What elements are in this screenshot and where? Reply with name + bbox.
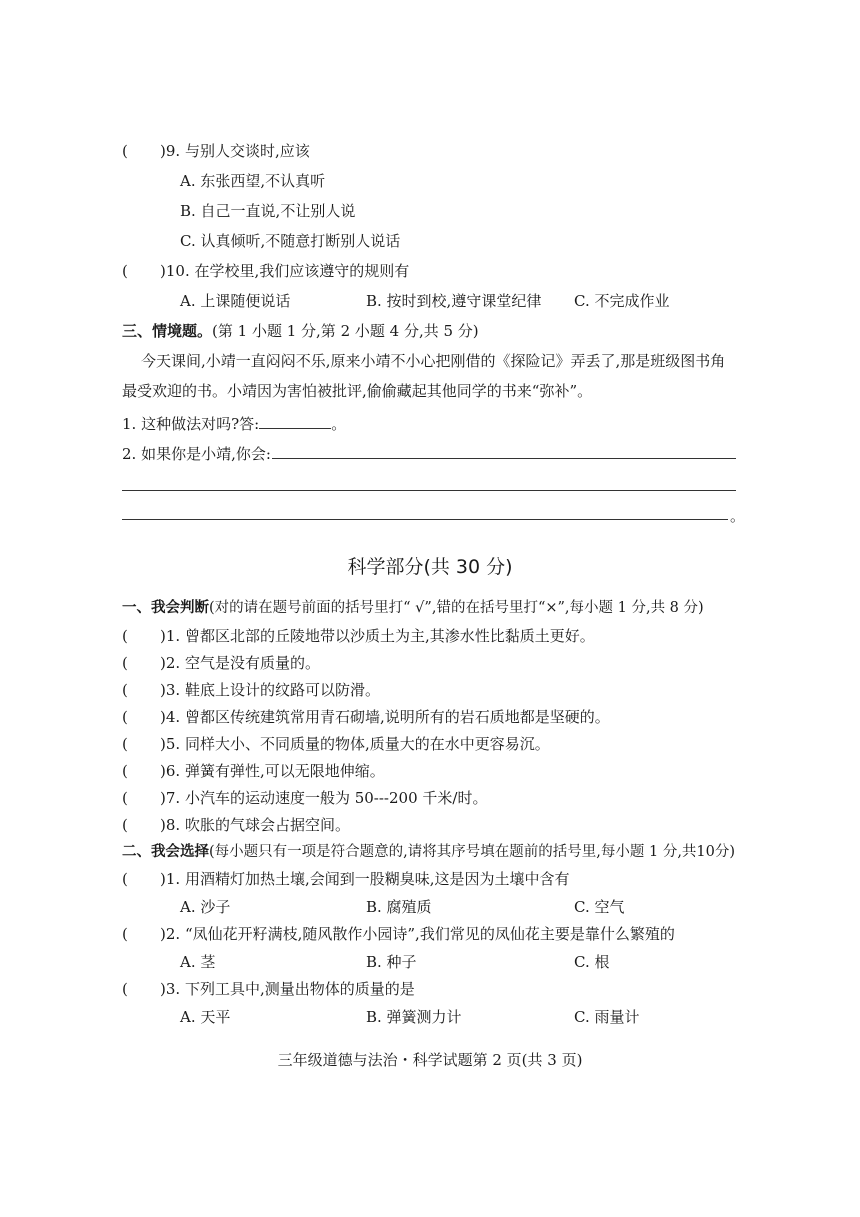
end-mark: 。 xyxy=(730,507,746,525)
option-c: C. 空气 xyxy=(574,898,625,916)
situation-q2: 2. 如果你是小靖,你会: xyxy=(122,445,271,463)
option-c: C. 雨量计 xyxy=(574,1008,640,1026)
section-heading: 一、我会判断(对的请在题号前面的括号里打“ √”,错的在括号里打“×”,每小题 1 分,共 8 分) xyxy=(122,599,704,616)
option-c: C. 不完成作业 xyxy=(574,292,670,310)
answer-paren: ( xyxy=(122,262,128,280)
answer-paren: ( xyxy=(122,142,128,160)
option-a: A. 沙子 xyxy=(180,898,231,916)
choice-question-1: ( )1. 用酒精灯加热土壤,会闻到一股糊臭味,这是因为土壤中含有 xyxy=(122,870,570,888)
question-stem: 9. 与别人交谈时,应该 xyxy=(165,142,310,160)
option-a: A. 东张西望,不认真听 xyxy=(180,172,326,190)
option-b: B. 按时到校,遵守课堂纪律 xyxy=(366,292,542,310)
section-heading: 三、情境题。(第 1 小题 1 分,第 2 小题 4 分,共 5 分) xyxy=(122,322,479,340)
option-c: C. 认真倾听,不随意打断别人说话 xyxy=(180,232,401,250)
judge-item-6: ( )6. 弹簧有弹性,可以无限地伸缩。 xyxy=(122,762,385,780)
situation-q1: 1. 这种做法对吗?答: 。 xyxy=(122,415,347,433)
option-c: C. 根 xyxy=(574,953,610,971)
judge-item-3: ( )3. 鞋底上设计的纹路可以防滑。 xyxy=(122,681,380,699)
option-b: B. 自己一直说,不让别人说 xyxy=(180,202,356,220)
judge-item-2: ( )2. 空气是没有质量的。 xyxy=(122,654,320,672)
question-10: ( )10. 在学校里,我们应该遵守的规则有 xyxy=(122,262,410,280)
option-b: B. 弹簧测力计 xyxy=(366,1008,462,1026)
judge-item-7: ( )7. 小汽车的运动速度一般为 50---200 千米/时。 xyxy=(122,789,488,807)
choice-question-2: ( )2. “凤仙花开籽满枝,随风散作小园诗”,我们常见的凤仙花主要是靠什么繁殖的 xyxy=(122,925,675,943)
answer-blank[interactable] xyxy=(259,414,331,429)
answer-line[interactable] xyxy=(122,519,728,520)
judge-item-4: ( )4. 曾都区传统建筑常用青石砌墙,说明所有的岩石质地都是坚硬的。 xyxy=(122,708,610,726)
page-footer: 三年级道德与法治・科学试题第 2 页(共 3 页) xyxy=(277,1051,583,1069)
science-title: 科学部分(共 30 分) xyxy=(347,556,513,578)
judge-item-1: ( )1. 曾都区北部的丘陵地带以沙质土为主,其渗水性比黏质土更好。 xyxy=(122,627,595,645)
judge-item-5: ( )5. 同样大小、不同质量的物体,质量大的在水中更容易沉。 xyxy=(122,735,550,753)
answer-line[interactable] xyxy=(122,490,736,491)
option-a: A. 天平 xyxy=(180,1008,231,1026)
option-b: B. 种子 xyxy=(366,953,417,971)
option-a: A. 上课随便说话 xyxy=(180,292,291,310)
passage-line-2: 最受欢迎的书。小靖因为害怕被批评,偷偷藏起其他同学的书来“弥补”。 xyxy=(122,382,593,400)
option-b: B. 腐殖质 xyxy=(366,898,432,916)
passage-line-1: 今天课间,小靖一直闷闷不乐,原来小靖不小心把刚借的《探险记》弄丢了,那是班级图书角 xyxy=(141,352,726,370)
judge-item-8: ( )8. 吹胀的气球会占据空间。 xyxy=(122,816,350,834)
option-a: A. 茎 xyxy=(180,953,216,971)
section-heading: 二、我会选择(每小题只有一项是符合题意的,请将其序号填在题前的括号里,每小题 1 分,共10分) xyxy=(122,843,736,860)
question-9: ( )9. 与别人交谈时,应该 xyxy=(122,142,310,160)
question-stem: 10. 在学校里,我们应该遵守的规则有 xyxy=(165,262,410,280)
choice-question-3: ( )3. 下列工具中,测量出物体的质量的是 xyxy=(122,980,415,998)
answer-line[interactable] xyxy=(272,458,736,459)
